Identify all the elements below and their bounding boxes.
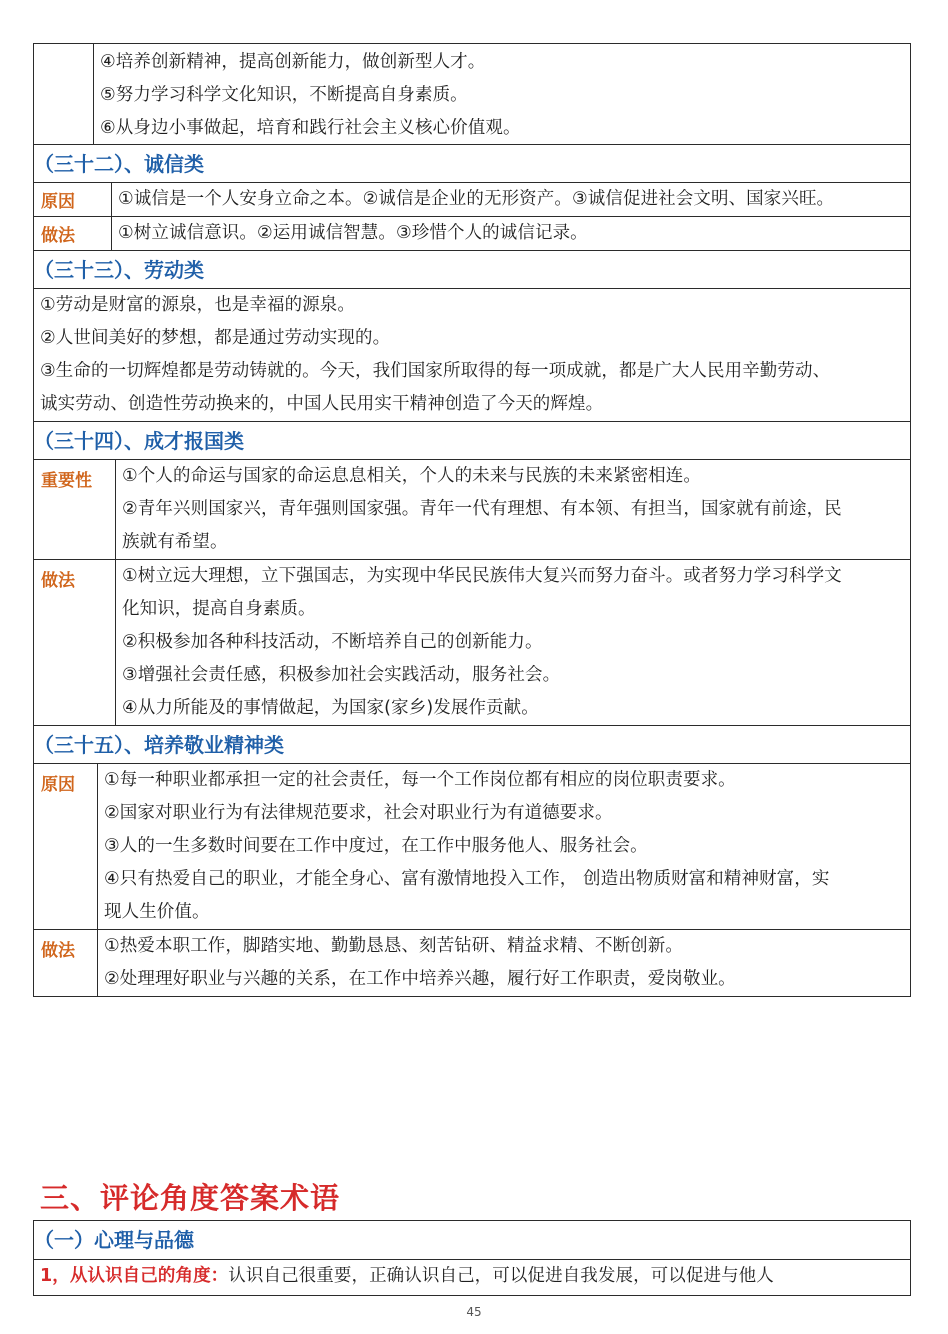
s33-body-row [34,288,910,421]
empty-label-cell [34,44,94,144]
row-label: 原因 [34,764,98,929]
line: 族就有希望。 [122,532,228,552]
row-label: 原因 [34,183,112,216]
part3-sub-title: （一）心理与品德 [34,1228,194,1252]
line: ④培养创新精神，提高创新能力，做创新型人才。 [100,52,486,72]
part3-item-line [40,1260,904,1293]
line: ③生命的一切辉煌都是劳动铸就的。今天，我们国家所取得的每一项成就，都是广大人民用辛勤劳动、 [40,361,831,381]
item-text: 认识自己很重要，正确认识自己，可以促进自我发展，可以促进与他人 [228,1266,774,1286]
s34-importance-row [34,459,910,559]
s35-reason-row [34,763,910,929]
line: ①每一种职业都承担一定的社会责任，每一个工作岗位都有相应的岗位职责要求。 [104,770,736,790]
line: ④从力所能及的事情做起，为国家(家乡)发展作贡献。 [122,698,539,718]
line: ③人的一生多数时间要在工作中度过，在工作中服务他人、服务社会。 [104,836,648,856]
top-block-row [34,44,910,144]
row-label: 做法 [34,217,112,250]
line: ⑥从身边小事做起，培育和践行社会主义核心价值观。 [100,118,521,138]
line: ①热爱本职工作，脚踏实地、勤勤恳恳、刻苦钻研、精益求精、不断创新。 [104,936,683,956]
line: ②国家对职业行为有法律规范要求，社会对职业行为有道德要求。 [104,803,613,823]
row-label: 重要性 [34,460,116,559]
part3-table [33,1220,911,1296]
section-32-title: （三十二）、诚信类 [34,144,910,182]
section-33-title: （三十三）、劳动类 [34,250,910,288]
page-number: 45 [466,1305,482,1319]
line: 化知识，提高自身素质。 [122,599,316,619]
s35-method-row [34,929,910,996]
main-table [33,43,911,997]
row-label: 做法 [34,560,116,725]
line: ③增强社会责任感，积极参加社会实践活动，服务社会。 [122,665,561,685]
line: ②人世间美好的梦想，都是通过劳动实现的。 [40,328,391,348]
s32-method-row [34,216,910,250]
line: ②处理理好职业与兴趣的关系，在工作中培养兴趣，履行好工作职责，爱岗敬业。 [104,969,736,989]
line: ①诚信是一个人安身立命之本。②诚信是企业的无形资产。③诚信促进社会文明、国家兴旺。 [118,189,835,209]
top-block-body [94,44,910,144]
row-label: 做法 [34,930,98,996]
line: ①树立诚信意识。②运用诚信智慧。③珍惜个人的诚信记录。 [118,223,588,243]
line: ⑤努力学习科学文化知识，不断提高自身素质。 [100,85,468,105]
line: ②青年兴则国家兴，青年强则国家强。青年一代有理想、有本领、有担当，国家就有前途，民 [122,499,842,519]
line: 现人生价值。 [104,902,210,922]
line: ②积极参加各种科技活动，不断培养自己的创新能力。 [122,632,543,652]
section-35-title: （三十五）、培养敬业精神类 [34,725,910,763]
line: ①劳动是财富的源泉，也是幸福的源泉。 [40,295,355,315]
s32-reason-row [34,182,910,216]
item-key: 1，从认识自己的角度： [40,1266,229,1286]
part3-item-row [34,1259,910,1295]
line: ①个人的命运与国家的命运息息相关，个人的未来与民族的未来紧密相连。 [122,466,701,486]
line: ④只有热爱自己的职业，才能全身心、富有激情地投入工作， 创造出物质财富和精神财富，实 [104,869,830,889]
part-3-title: 三、评论角度答案术语 [40,1181,341,1215]
line: ①树立远大理想，立下强国志，为实现中华民民族伟大复兴而努力奋斗。或者努力学习科学文 [122,566,842,586]
s34-method-row [34,559,910,725]
section-34-title: （三十四）、成才报国类 [34,421,910,459]
line: 诚实劳动、创造性劳动换来的，中国人民用实干精神创造了今天的辉煌。 [40,394,604,414]
